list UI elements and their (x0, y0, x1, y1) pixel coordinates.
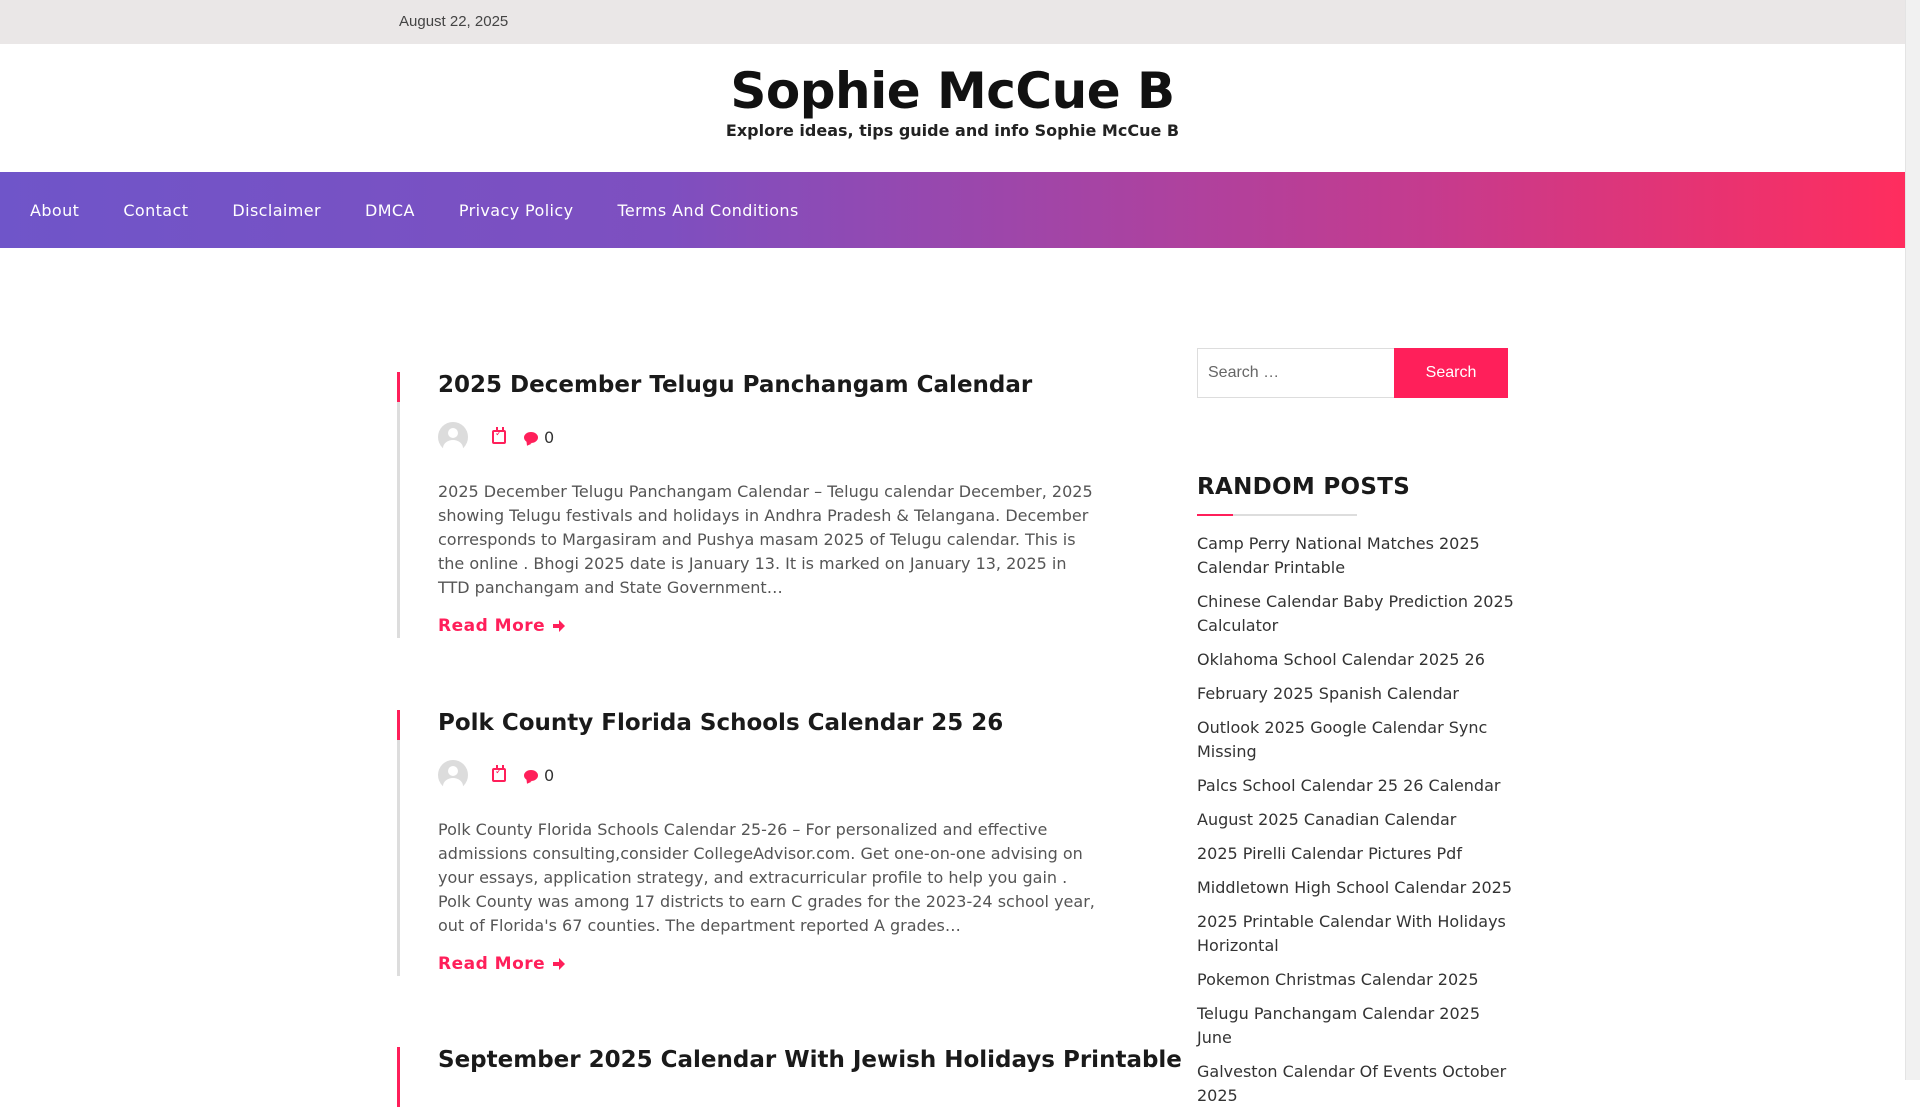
post-accent-line (397, 740, 400, 976)
site-title[interactable]: Sophie McCue B (730, 62, 1175, 120)
random-posts-list (1197, 532, 1517, 1118)
post-meta (438, 760, 554, 790)
random-post-link[interactable]: Pokemon Christmas Calendar 2025 (1197, 970, 1479, 989)
search-input[interactable] (1197, 348, 1394, 398)
post-excerpt: Polk County Florida Schools Calendar 25-26 – For personalized and effective admissions consulting,consider CollegeAdvisor.com. Get one-on-one advising on your essays, application strategy, and extracurricular profile to help you gain . Polk County was among 17 districts to earn C grades for the 2023-24 school year, out of Florida's 67 counties. The department reported A grades… (438, 820, 1095, 935)
author-avatar-icon[interactable] (438, 760, 468, 790)
nav-item-dmca[interactable]: DMCA (364, 200, 415, 220)
search-button[interactable]: Search (1394, 348, 1508, 398)
arrow-right-icon (553, 620, 565, 632)
read-more-label: Read More (438, 954, 546, 974)
read-more-link[interactable] (438, 616, 565, 636)
post-title[interactable]: Polk County Florida Schools Calendar 25 26 (438, 710, 1004, 736)
random-posts-heading: RANDOM POSTS (1197, 474, 1411, 500)
search-form (1197, 348, 1508, 398)
current-date: August 22, 2025 (399, 13, 509, 30)
random-post-link[interactable]: Outlook 2025 Google Calendar Sync Missing (1197, 718, 1488, 761)
calendar-icon[interactable] (492, 768, 506, 782)
comment-icon[interactable] (524, 770, 538, 781)
random-post-link[interactable]: Palcs School Calendar 25 26 Calendar (1197, 776, 1501, 795)
comment-count[interactable]: 0 (544, 427, 555, 447)
random-post-link[interactable]: August 2025 Canadian Calendar (1197, 810, 1457, 829)
comment-icon[interactable] (524, 432, 538, 443)
random-post-link[interactable]: 2025 Pirelli Calendar Pictures Pdf (1197, 844, 1462, 863)
random-post-link[interactable]: Telugu Panchangam Calendar 2025 June (1197, 1004, 1481, 1047)
read-more-link[interactable] (438, 954, 565, 974)
nav-item-terms[interactable]: Terms And Conditions (617, 200, 799, 220)
calendar-icon[interactable] (492, 430, 506, 444)
site-description: Explore ideas, tips guide and info Sophie McCue B (725, 121, 1180, 140)
main-navigation (0, 172, 1905, 248)
nav-item-privacy-policy[interactable]: Privacy Policy (458, 200, 574, 220)
random-post-link[interactable]: Middletown High School Calendar 2025 (1197, 878, 1513, 897)
random-post-link[interactable]: Galveston Calendar Of Events October 2025 (1197, 1062, 1507, 1105)
arrow-right-icon (553, 958, 565, 970)
post-card (397, 1047, 1182, 1107)
author-avatar-icon[interactable] (438, 422, 468, 452)
nav-item-about[interactable]: About (30, 200, 80, 220)
random-post-link[interactable]: February 2025 Spanish Calendar (1197, 684, 1459, 703)
post-accent-line (397, 402, 400, 638)
post-excerpt: 2025 December Telugu Panchangam Calendar – Telugu calendar December, 2025 showing Telugu festivals and holidays in Andhra Pradesh & Telangana. December corresponds to Margasiram and Pushya masam 2025 of Telugu calendar. This is the online . Bhogi 2025 date is January 13. It is marked on January 13, 2025 in TTD panchangam and State Government… (438, 482, 1093, 597)
post-card (397, 710, 1097, 976)
page-scrollbar[interactable] (1905, 0, 1920, 1080)
random-post-link[interactable]: Oklahoma School Calendar 2025 26 (1197, 650, 1485, 669)
random-post-link[interactable]: Chinese Calendar Baby Prediction 2025 Calculator (1197, 592, 1514, 635)
read-more-label: Read More (438, 616, 546, 636)
nav-item-contact[interactable]: Contact (123, 200, 189, 220)
post-title[interactable]: September 2025 Calendar With Jewish Holidays Printable (438, 1047, 1182, 1073)
top-bar (0, 0, 1905, 44)
comment-count[interactable]: 0 (544, 765, 555, 785)
post-title[interactable]: 2025 December Telugu Panchangam Calendar (438, 372, 1033, 398)
post-meta (438, 422, 554, 452)
heading-underline (1197, 514, 1357, 516)
post-card (397, 372, 1097, 638)
random-post-link[interactable]: 2025 Printable Calendar With Holidays Horizontal (1197, 912, 1506, 955)
nav-item-disclaimer[interactable]: Disclaimer (232, 200, 321, 220)
random-post-link[interactable]: Camp Perry National Matches 2025 Calendar Printable (1197, 534, 1480, 577)
